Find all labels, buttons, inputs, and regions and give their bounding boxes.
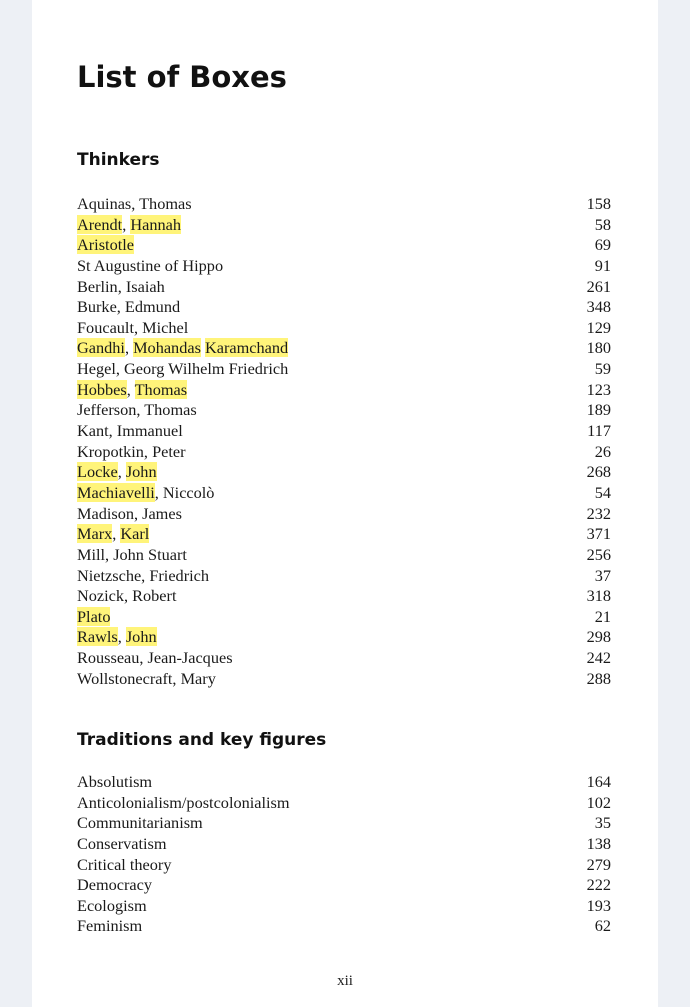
entry-page-number: 91 bbox=[594, 255, 611, 275]
entry-page-number: 35 bbox=[594, 813, 611, 833]
entry-name bbox=[77, 359, 288, 380]
list-entry bbox=[77, 462, 611, 483]
entry-page-number: 189 bbox=[586, 400, 611, 420]
entry-page-number: 371 bbox=[586, 524, 611, 544]
list-entry bbox=[77, 421, 611, 442]
list-entry bbox=[77, 235, 611, 256]
entry-page-number: 232 bbox=[586, 503, 611, 523]
entry-text: Absolutism bbox=[77, 772, 153, 791]
list-entry bbox=[77, 607, 611, 628]
entry-page-number: 348 bbox=[586, 297, 611, 317]
entry-text: Aquinas, Thomas bbox=[77, 194, 192, 213]
entry-name bbox=[77, 545, 187, 566]
entry-text: Nietzsche, Friedrich bbox=[77, 565, 210, 585]
highlighted-text: Marx bbox=[77, 524, 113, 544]
highlighted-text: Rawls bbox=[77, 627, 118, 647]
document-page bbox=[32, 0, 658, 1007]
list-entry bbox=[77, 916, 611, 937]
list-entry bbox=[77, 813, 611, 834]
list-entry bbox=[77, 896, 611, 917]
list-entry bbox=[77, 627, 611, 648]
entry-page-number: 268 bbox=[586, 462, 611, 482]
entry-name bbox=[77, 194, 192, 215]
section-heading-traditions: Traditions and key figures bbox=[77, 730, 327, 750]
entry-text: Mill, John Stuart bbox=[77, 544, 187, 564]
entry-page-number: 158 bbox=[586, 194, 611, 213]
page-title: List of Boxes bbox=[77, 60, 287, 94]
entry-name bbox=[77, 793, 290, 814]
list-entry bbox=[77, 855, 611, 876]
entry-page-number: 261 bbox=[586, 276, 611, 296]
traditions-list bbox=[77, 772, 611, 937]
entry-text: , Niccolò bbox=[154, 482, 215, 502]
entry-page-number: 59 bbox=[594, 359, 611, 379]
entry-name bbox=[77, 669, 216, 690]
list-entry bbox=[77, 338, 611, 359]
highlighted-text: John bbox=[125, 462, 157, 482]
entry-text: , bbox=[112, 524, 121, 544]
entry-name bbox=[77, 524, 149, 545]
list-entry bbox=[77, 318, 611, 339]
entry-text: , bbox=[126, 379, 135, 399]
entry-page-number: 129 bbox=[586, 317, 611, 337]
highlighted-text: John bbox=[125, 627, 157, 647]
entry-name bbox=[77, 277, 165, 298]
entry-name bbox=[77, 586, 176, 607]
entry-name bbox=[77, 504, 182, 525]
entry-name bbox=[77, 627, 157, 648]
entry-page-number: 69 bbox=[594, 235, 611, 255]
entry-name bbox=[77, 834, 167, 855]
entry-name bbox=[77, 483, 214, 504]
entry-text: Kant, Immanuel bbox=[77, 421, 183, 441]
entry-name bbox=[77, 421, 183, 442]
highlighted-text: Gandhi bbox=[77, 338, 125, 358]
entry-text: Feminism bbox=[77, 916, 143, 936]
list-entry bbox=[77, 400, 611, 421]
entry-name bbox=[77, 256, 223, 277]
entry-name bbox=[77, 916, 142, 937]
entry-name bbox=[77, 772, 152, 793]
list-entry bbox=[77, 442, 611, 463]
entry-page-number: 318 bbox=[586, 586, 611, 606]
list-entry bbox=[77, 297, 611, 318]
entry-text: Nozick, Robert bbox=[77, 586, 177, 606]
entry-name bbox=[77, 235, 134, 256]
list-entry bbox=[77, 277, 611, 298]
entry-text: Kropotkin, Peter bbox=[77, 441, 186, 461]
entry-page-number: 21 bbox=[594, 606, 611, 626]
entry-page-number: 193 bbox=[586, 895, 611, 915]
entry-name bbox=[77, 648, 233, 669]
entry-name bbox=[77, 400, 197, 421]
entry-page-number: 117 bbox=[587, 421, 611, 441]
list-entry bbox=[77, 566, 611, 587]
entry-page-number: 62 bbox=[594, 916, 611, 936]
list-entry bbox=[77, 194, 611, 215]
entry-page-number: 222 bbox=[586, 875, 611, 895]
highlighted-text: Machiavelli bbox=[77, 482, 155, 502]
section-heading-thinkers: Thinkers bbox=[77, 150, 160, 170]
list-entry bbox=[77, 545, 611, 566]
highlighted-text: Plato bbox=[77, 606, 111, 626]
entry-text: Foucault, Michel bbox=[77, 317, 189, 337]
entry-name bbox=[77, 318, 188, 339]
entry-page-number: 298 bbox=[586, 627, 611, 647]
entry-name bbox=[77, 338, 288, 359]
entry-text: St Augustine of Hippo bbox=[77, 255, 224, 275]
entry-text: Burke, Edmund bbox=[77, 297, 181, 317]
list-entry bbox=[77, 875, 611, 896]
entry-name bbox=[77, 813, 203, 834]
list-entry bbox=[77, 648, 611, 669]
list-entry bbox=[77, 215, 611, 236]
entry-page-number: 123 bbox=[586, 379, 611, 399]
entry-page-number: 54 bbox=[594, 482, 611, 502]
entry-text: Madison, James bbox=[77, 503, 182, 523]
entry-name bbox=[77, 896, 147, 917]
entry-page-number: 26 bbox=[594, 441, 611, 461]
entry-text: Hegel, Georg Wilhelm Friedrich bbox=[77, 359, 289, 379]
entry-name bbox=[77, 607, 110, 628]
entry-name bbox=[77, 875, 152, 896]
list-entry bbox=[77, 524, 611, 545]
entry-page-number: 279 bbox=[586, 854, 611, 874]
entry-text: Wollstonecraft, Mary bbox=[77, 668, 216, 688]
entry-name bbox=[77, 297, 180, 318]
list-entry bbox=[77, 793, 611, 814]
thinkers-list bbox=[77, 194, 611, 689]
list-entry bbox=[77, 669, 611, 690]
list-entry bbox=[77, 834, 611, 855]
entry-page-number: 288 bbox=[586, 668, 611, 688]
entry-text: Berlin, Isaiah bbox=[77, 276, 165, 296]
highlighted-text: Karamchand bbox=[204, 338, 289, 358]
entry-page-number: 138 bbox=[586, 833, 611, 853]
entry-text: Critical theory bbox=[77, 854, 172, 874]
entry-name bbox=[77, 380, 187, 401]
list-entry bbox=[77, 586, 611, 607]
list-entry bbox=[77, 772, 611, 793]
page-number: xii bbox=[337, 973, 353, 989]
entry-text: , bbox=[117, 627, 126, 647]
entry-name bbox=[77, 442, 186, 463]
entry-text: Anticolonialism/postcolonialism bbox=[77, 792, 290, 812]
entry-name bbox=[77, 462, 157, 483]
entry-page-number: 256 bbox=[586, 544, 611, 564]
highlighted-text: Thomas bbox=[134, 379, 188, 399]
highlighted-text: Mohandas bbox=[133, 338, 201, 358]
highlighted-text: Aristotle bbox=[77, 235, 134, 255]
entry-text: , bbox=[124, 338, 134, 358]
entry-page-number: 37 bbox=[594, 565, 611, 585]
entry-page-number: 58 bbox=[594, 214, 611, 234]
highlighted-text: Hobbes bbox=[77, 379, 127, 399]
list-entry bbox=[77, 359, 611, 380]
entry-page-number: 164 bbox=[586, 772, 611, 791]
entry-text: Ecologism bbox=[77, 895, 147, 915]
highlighted-text: Hannah bbox=[130, 214, 181, 234]
list-entry bbox=[77, 380, 611, 401]
highlighted-text: Karl bbox=[120, 524, 150, 544]
entry-name bbox=[77, 215, 181, 236]
list-entry bbox=[77, 504, 611, 525]
list-entry bbox=[77, 256, 611, 277]
entry-text: , bbox=[117, 462, 126, 482]
list-entry bbox=[77, 483, 611, 504]
entry-text: Jefferson, Thomas bbox=[77, 400, 197, 420]
entry-text: Communitarianism bbox=[77, 813, 203, 833]
entry-page-number: 180 bbox=[586, 338, 611, 358]
entry-name bbox=[77, 855, 172, 876]
entry-text: Rousseau, Jean-Jacques bbox=[77, 648, 233, 668]
highlighted-text: Arendt bbox=[77, 214, 123, 234]
entry-name bbox=[77, 566, 209, 587]
entry-text: Democracy bbox=[77, 875, 153, 895]
highlighted-text: Locke bbox=[77, 462, 118, 482]
entry-text: Conservatism bbox=[77, 833, 167, 853]
entry-page-number: 102 bbox=[586, 792, 611, 812]
entry-page-number: 242 bbox=[586, 648, 611, 668]
entry-text: , bbox=[122, 214, 131, 234]
